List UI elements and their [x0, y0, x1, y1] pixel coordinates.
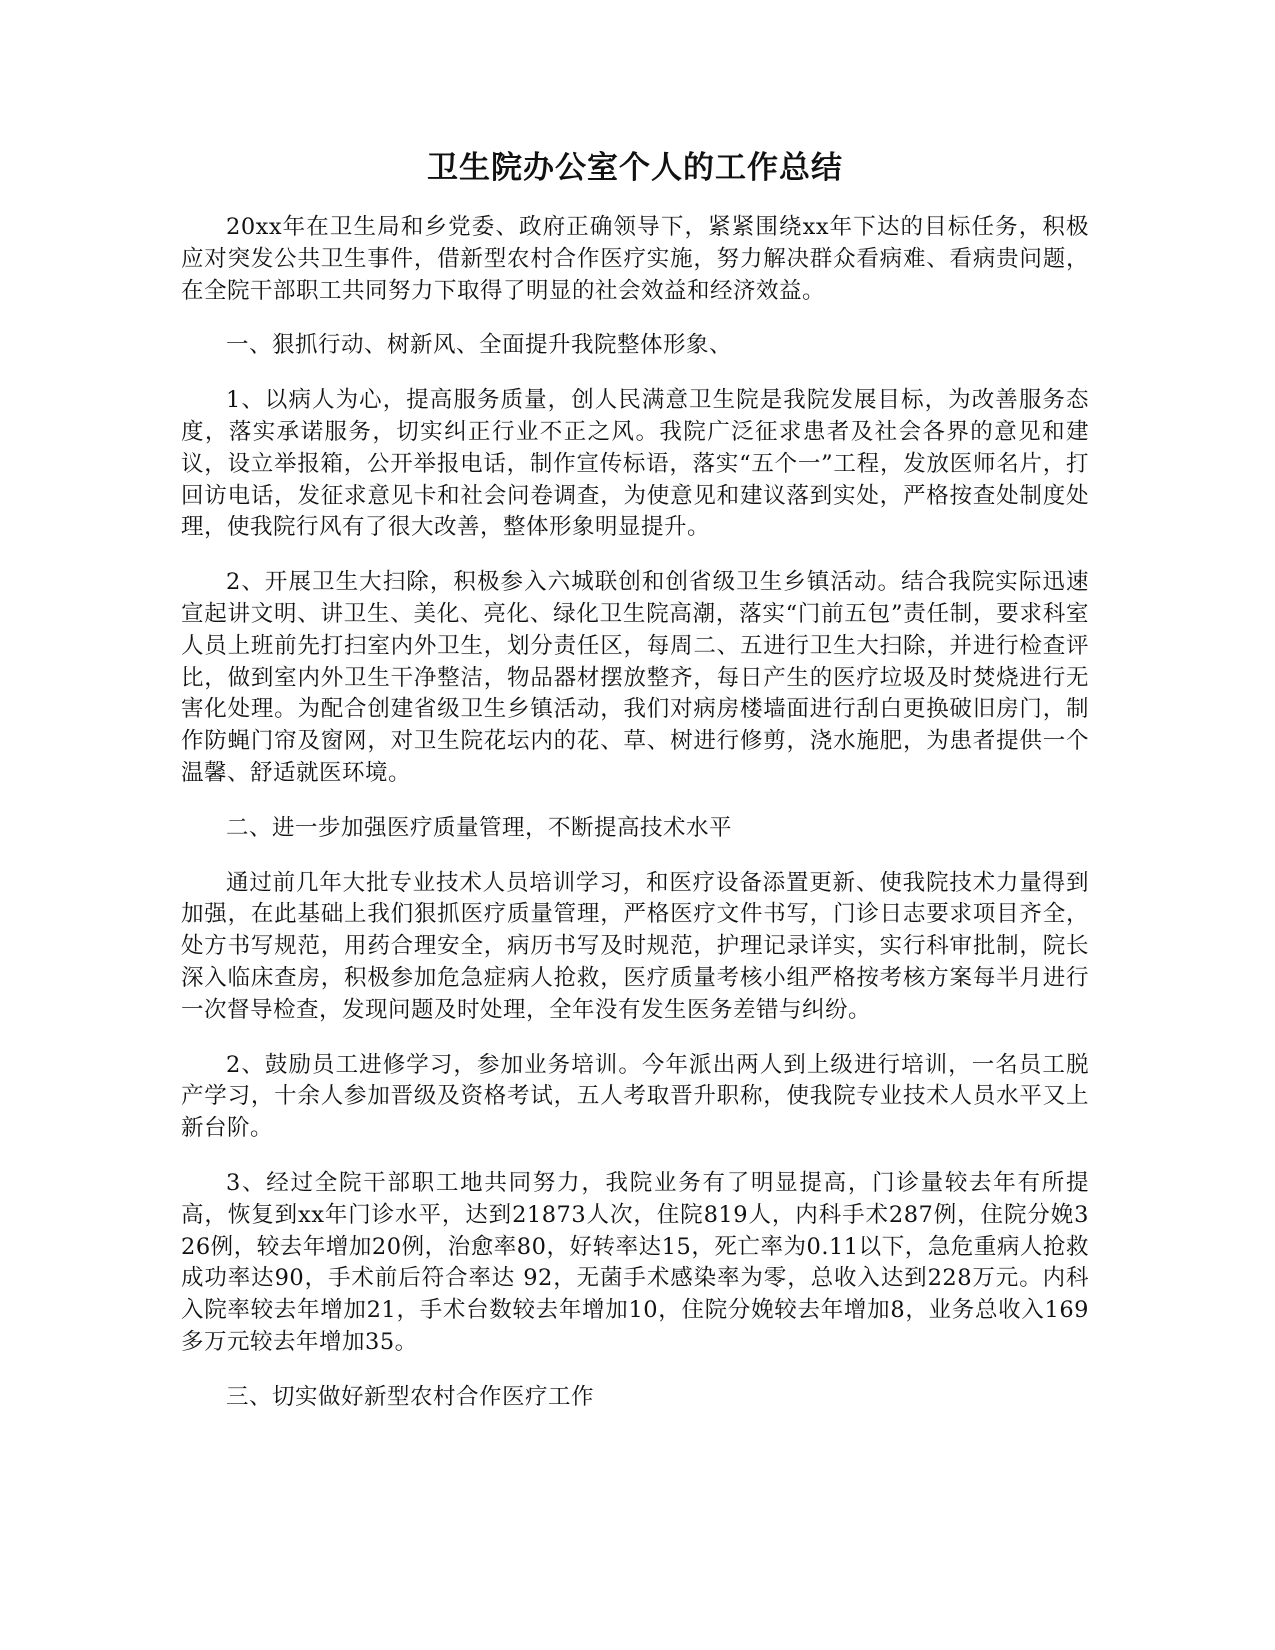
section-heading-1: 一、狠抓行动、树新风、全面提升我院整体形象、 [226, 332, 733, 359]
section-heading-3: 三、切实做好新型农村合作医疗工作 [226, 1383, 595, 1410]
intro-paragraph: 20xx年在卫生局和乡党委、政府正确领导下，紧紧围绕xx年下达的目标任务，积极应对突发公共卫生事件，借新型农村合作医疗实施，努力解决群众看病难、看病贵问题，在全院干部职工共同努力下取得了明显的社会效益和经济效益。 [181, 214, 1089, 304]
document-title: 卫生院办公室个人的工作总结 [427, 150, 843, 186]
paragraph-medical-quality: 通过前几年大批专业技术人员培训学习，和医疗设备添置更新、使我院技术力量得到加强，在此基础上我们狠抓医疗质量管理，严格医疗文件书写，门诊日志要求项目齐全，处方书写规范，用药合理安全，病历书写及时规范，护理记录详实，实行科审批制，院长深入临床查房，积极参加危急症病人抢救，医疗质量考核小组严格按考核方案每半月进行一次督导检查，发现问题及时处理，全年没有发生医务差错与纠纷。 [181, 869, 1089, 1023]
section-heading-2: 二、进一步加强医疗质量管理，不断提高技术水平 [226, 814, 733, 841]
paragraph-training: 2、鼓励员工进修学习，参加业务培训。今年派出两人到上级进行培训，一名员工脱产学习，十余人参加晋级及资格考试，五人考取晋升职称，使我院专业技术人员水平又上新台阶。 [181, 1051, 1089, 1142]
paragraph-statistics: 3、经过全院干部职工地共同努力，我院业务有了明显提高，门诊量较去年有所提高，恢复到xx年门诊水平，达到21873人次，住院819人，内科手术287例，住院分娩326例，较去年增加20例，治愈率80，好转率达15，死亡率为0.11以下，急危重病人抢救成功率达90，手术前后符合率达 92，无菌手术感染率为零，总收入达到228万元。内科入院率较去年增加21，手术台数较去年增加10，住院分娩较去年增加8，业务总收入169多万元较去年增加35。 [181, 1169, 1089, 1355]
document-body [181, 212, 1089, 1437]
paragraph-sanitation: 2、开展卫生大扫除，积极参入六城联创和创省级卫生乡镇活动。结合我院实际迅速宣起讲文明、讲卫生、美化、亮化、绿化卫生院高潮，落实“门前五包”责任制，要求科室人员上班前先打扫室内外卫生，划分责任区，每周二、五进行卫生大扫除，并进行检查评比，做到室内外卫生干净整洁，物品器材摆放整齐，每日产生的医疗垃圾及时焚烧进行无害化处理。为配合创建省级卫生乡镇活动，我们对病房楼墙面进行刮白更换破旧房门，制作防蝇门帘及窗网，对卫生院花坛内的花、草、树进行修剪，浇水施肥，为患者提供一个温馨、舒适就医环境。 [181, 569, 1089, 786]
paragraph-service-quality: 1、以病人为心，提高服务质量，创人民满意卫生院是我院发展目标，为改善服务态度，落实承诺服务，切实纠正行业不正之风。我院广泛征求患者及社会各界的意见和建议，设立举报箱，公开举报电话，制作宣传标语，落实“五个一”工程，发放医师名片，打回访电话，发征求意见卡和社会问卷调查，为使意见和建议落到实处，严格按查处制度处理，使我院行风有了很大改善，整体形象明显提升。 [181, 387, 1089, 541]
